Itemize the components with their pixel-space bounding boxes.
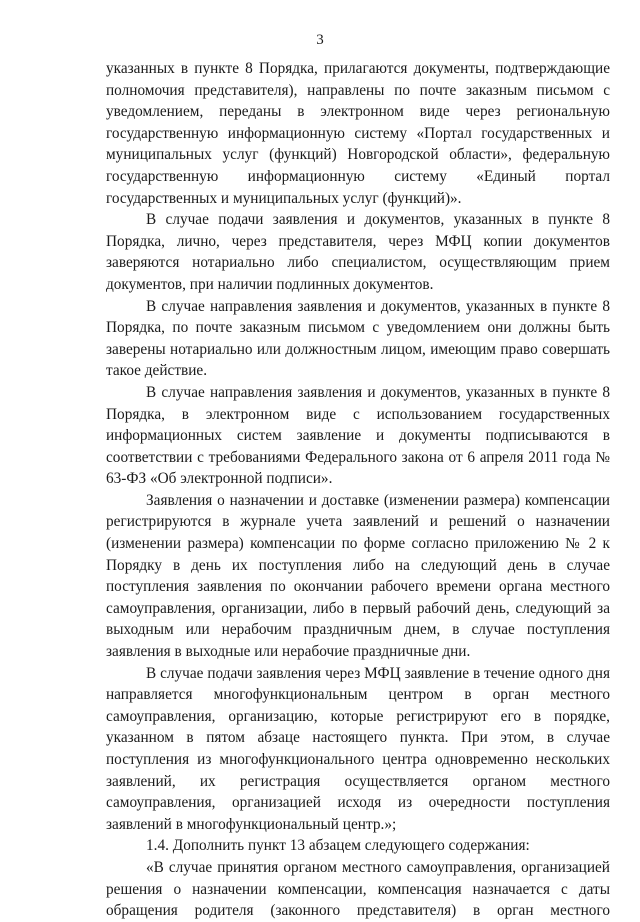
page-number: 3 — [316, 32, 324, 48]
paragraph-quoted-amendment: «В случае принятия органом местного самоуправления, организацией решения о назначении компенсации, компенсация назначается с даты обращения родителя (законного представителя) в орган местного — [106, 858, 610, 920]
paragraph-mfc-submission: В случае подачи заявления через МФЦ заявление в течение одного дня направляется многофункциональным центром в орган местного самоуправления, организацию, которые регистрируют его в порядке, указанном в пятом абзаце настоящего пункта. При этом, в случае поступления из многофункционального центра одновременно нескольких заявлений, их регистрация осуществляется органом местного самоуправления, организацией исходя из очередности поступления заявлений в многофункциональный центр.»; — [106, 664, 610, 833]
document-body — [106, 58, 610, 922]
paragraph-electronic-submission: В случае направления заявления и документов, указанных в пункте 8 Порядка, в электронном виде с использованием государственных информационных систем заявление и документы подписываются в соответствии с требованиями Федерального закона от 6 апреля 2011 года № 63-ФЗ «Об электронной подписи». — [106, 383, 610, 488]
paragraph-postal-submission: В случае направления заявления и документов, указанных в пункте 8 Порядка, по почте заказным письмом с уведомлением они должны быть заверены нотариально или должностным лицом, имеющим право совершать такое действие. — [106, 297, 610, 380]
paragraph-personal-submission: В случае подачи заявления и документов, указанных в пункте 8 Порядка, лично, через представителя, через МФЦ копии документов заверяются нотариально либо специалистом, осуществляющим прием документов, при наличии подлинных документов. — [106, 211, 610, 293]
paragraph-continuation: указанных в пункте 8 Порядка, прилагаются документы, подтверждающие полномочия представителя), направлены по почте заказным письмом с уведомлением, переданы в электронном виде через региональную государственную информационную систему «Портал государственных и муниципальных услуг (функций) Новгородской области», федеральную государственную информационную систему «Единый портал государственных и муниципальных услуг (функций)». — [106, 60, 610, 207]
paragraph-amendment-item: 1.4. Дополнить пункт 13 абзацем следующего содержания: — [146, 837, 530, 855]
paragraph-registration: Заявления о назначении и доставке (изменении размера) компенсации регистрируются в журнале учета заявлений и решений о назначении (изменении размера) компенсации по форме согласно приложению № 2 к Порядку в день их поступления либо на следующий день в случае поступления заявления по окончании рабочего времени органа местного самоуправления, организации, либо в первый рабочий день, следующий за выходным или нерабочим праздничным днем, в случае поступления заявления в выходные или нерабочие праздничные дни. — [106, 491, 610, 661]
